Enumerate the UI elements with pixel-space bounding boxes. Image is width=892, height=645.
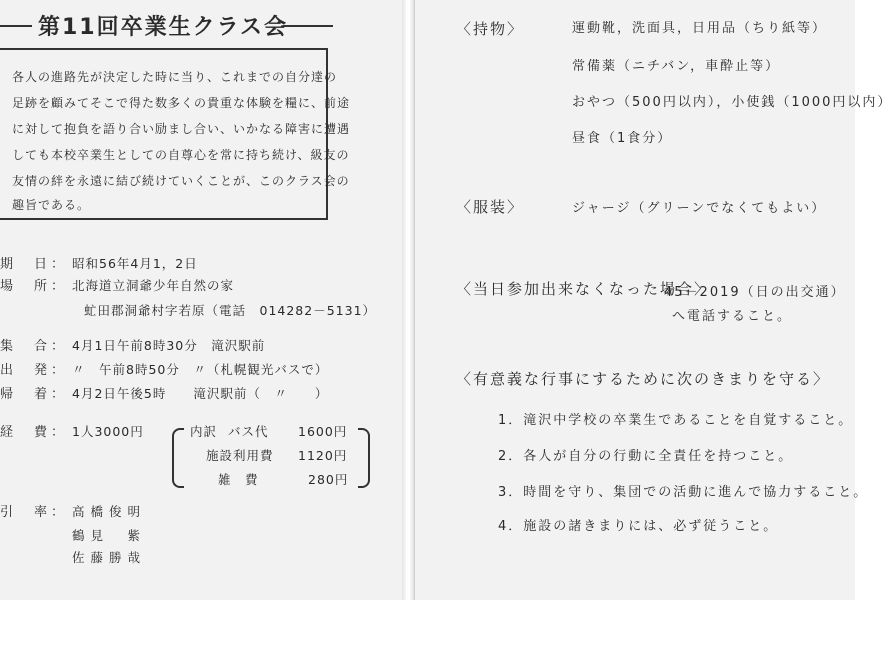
place-value: 北海道立洞爺少年自然の家 bbox=[72, 278, 235, 293]
assembly-value: 4月1日午前8時30分 滝沢駅前 bbox=[72, 338, 266, 353]
rule-item: 3．時間を守り、集団での活動に進んで協力すること。 bbox=[498, 485, 869, 500]
fee-value: 1人3000円 bbox=[72, 424, 144, 439]
belongings-item: 常備薬（ニチバン，車酔止等） bbox=[572, 59, 781, 74]
fee-bracket-left bbox=[172, 428, 184, 488]
rules-heading: 〈有意義な行事にするために次のきまりを守る〉 bbox=[456, 370, 831, 388]
absence-phone: 45－2019（日の出交通） bbox=[664, 285, 846, 300]
rule-item: 2．各人が自分の行動に全責任を持つこと。 bbox=[498, 449, 794, 464]
title-rule-left bbox=[0, 25, 32, 27]
leader-name: 佐藤勝哉 bbox=[72, 550, 147, 565]
purpose-line: 友情の絆を永遠に結び続けていくことが、このクラス会の bbox=[12, 174, 350, 188]
purpose-line: 趣旨である。 bbox=[12, 198, 91, 212]
fee-item-amount: 1120円 bbox=[298, 448, 348, 463]
belongings-item: 昼食（1食分） bbox=[572, 131, 673, 146]
page-fold bbox=[402, 0, 414, 600]
fee-item-amount: 280円 bbox=[308, 472, 349, 487]
page-title: 第11回卒業生クラス会 bbox=[38, 15, 288, 40]
belongings-item: 運動靴，洗面具，日用品（ちり紙等） bbox=[572, 21, 828, 36]
place-address: 虻田郡洞爺村字若原（電話 014282－5131） bbox=[84, 303, 377, 318]
fee-item-amount: 1600円 bbox=[298, 424, 348, 439]
place-label: 場 所： bbox=[0, 279, 69, 294]
fee-breakdown-label: 内訳 bbox=[190, 424, 218, 439]
clothing-heading: 〈服装〉 bbox=[456, 198, 525, 216]
purpose-line: に対して抱負を語り合い励まし合い、いかなる障害に遭遇 bbox=[12, 122, 351, 136]
date-label: 期 日： bbox=[0, 257, 69, 272]
depart-value: 〃 午前8時50分 〃（札幌観光バスで） bbox=[72, 362, 329, 377]
fee-label: 経 費： bbox=[0, 425, 69, 440]
depart-label: 出 発： bbox=[0, 363, 69, 378]
fee-item-name: バス代 bbox=[228, 424, 269, 439]
assembly-label: 集 合： bbox=[0, 339, 69, 354]
purpose-box bbox=[0, 48, 351, 220]
clothing-value: ジャージ（グリーンでなくてもよい） bbox=[572, 201, 827, 216]
purpose-line: しても本校卒業生としての自尊心を常に持ち続け、級友の bbox=[12, 148, 350, 162]
rule-item: 1．滝沢中学校の卒業生であることを自覚すること。 bbox=[498, 413, 854, 428]
leaders-label: 引 率： bbox=[0, 505, 69, 520]
belongings-heading: 〈持物〉 bbox=[456, 20, 525, 38]
leader-name: 高橋俊明 bbox=[72, 504, 147, 519]
fee-bracket-right bbox=[358, 428, 370, 488]
absence-heading: 〈当日参加出来なくなった場合〉 bbox=[456, 280, 712, 298]
page-divider bbox=[414, 0, 415, 600]
belongings-item: おやつ（500円以内），小使銭（1000円以内） bbox=[572, 95, 892, 110]
title-rule-right bbox=[283, 25, 333, 27]
purpose-line: 足跡を顧みてそこで得た数多くの貴重な体験を糧に、前途 bbox=[12, 96, 351, 110]
fee-item-name: 施設利用費 bbox=[206, 448, 274, 463]
date-value: 昭和56年4月1，2日 bbox=[72, 256, 198, 271]
fee-item-name: 雑 費 bbox=[218, 472, 259, 487]
return-label: 帰 着： bbox=[0, 387, 69, 402]
leader-name: 鶴見 紫 bbox=[72, 528, 147, 543]
purpose-line: 各人の進路先が決定した時に当り、これまでの自分達の bbox=[12, 70, 338, 84]
return-value: 4月2日午後5時 滝沢駅前（ 〃 ） bbox=[72, 386, 329, 401]
rule-item: 4．施設の諸きまりには、必ず従うこと。 bbox=[498, 519, 779, 534]
absence-instruction: へ電話すること。 bbox=[672, 309, 793, 324]
